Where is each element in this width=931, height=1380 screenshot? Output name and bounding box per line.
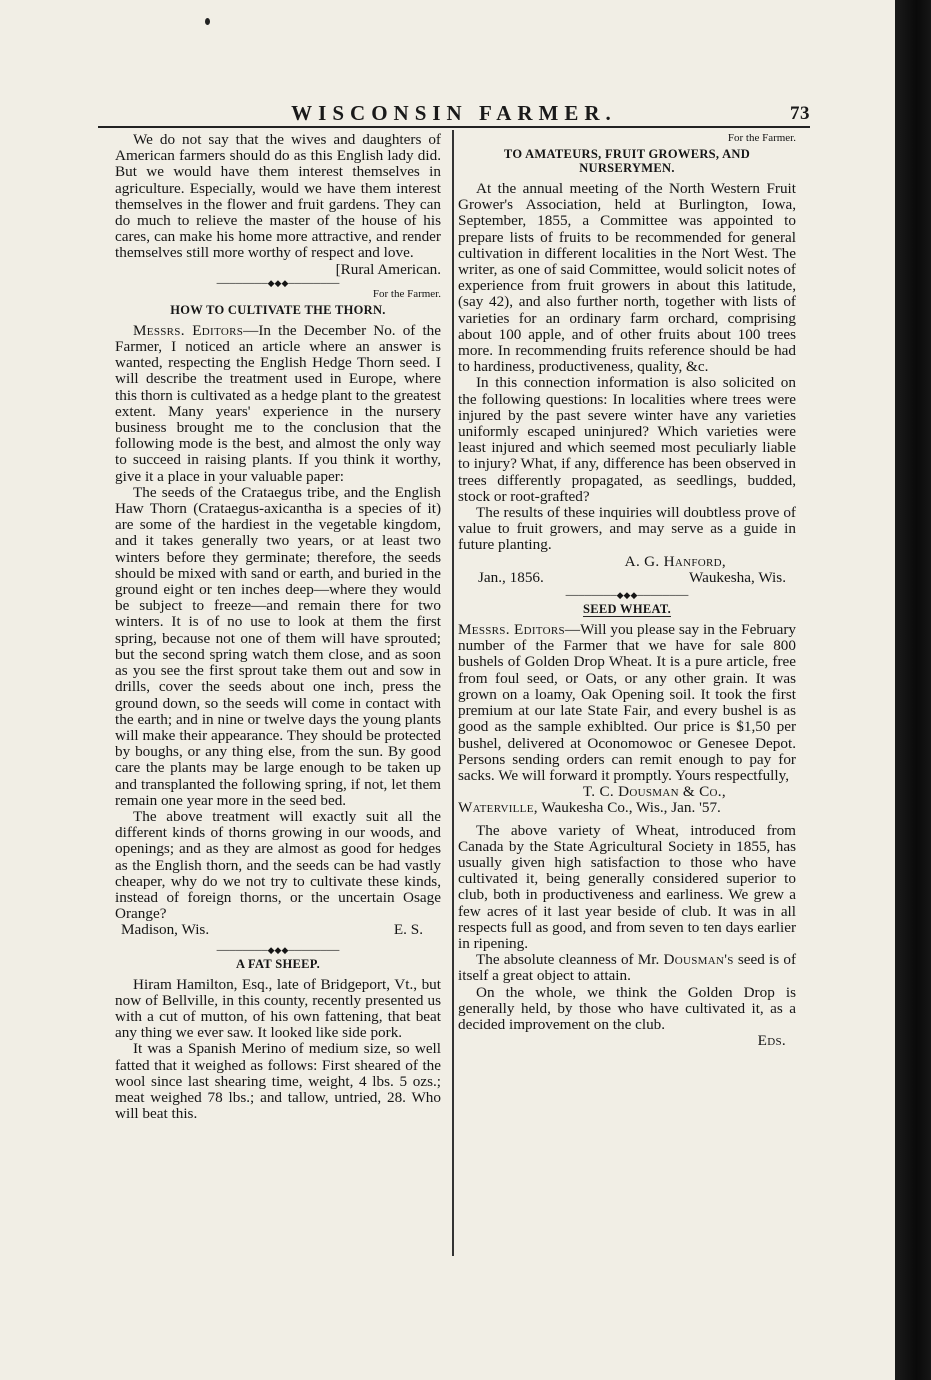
ink-speck (205, 18, 210, 25)
article-paragraph: The above treatment will exactly suit all the different kinds of thorns growing in our woods, and openings; and as they are almost as good for hedges as the English thorn, and the seeds can be had vastly cheaper, why do we not try to cultivate these kinds, instead of foreign thorns, or the uncertain Osage Orange? (115, 807, 441, 923)
sign-off: Eds. (757, 1032, 786, 1050)
separator: ──────── ◆◆◆ ──────── (458, 590, 796, 600)
article-title-text: SEED WHEAT. (582, 602, 672, 617)
intro-source: [Rural American. (335, 260, 441, 278)
place: Waukesha, Wis. (688, 568, 786, 586)
signature: A. G. Hanford, (624, 552, 726, 570)
article-paragraph: The seeds of the Crataegus tribe, and the English Haw Thorn (Crataegus-axicantha is a species of it) are some of the hardiest in the vegetable kingdom, and it takes generally two years, or at least two winters before they germinate; therefore, the seeds should be mixed with sand or earth, and buried in the ground eight or ten inches deep—where they would be subject to freeze—and remain there for two winters. It is of no use to look at them the first spring, because not one of them will have sprouted; but the second spring watch them close, and as soon as you see the first sprout take them out and sow in drills, cover the seeds about one inch, press the ground down, so the seeds will come in contact with the earth; and in nine or twelve days the young plants will make their appearance. They should be protected by boughs, or any thing else, from the sun. By good care the plants may be large enough to be taken up and transplanted the following spring, if not, let them remain one year more in the seed bed. (115, 483, 441, 809)
person-name: Dousman's (663, 951, 734, 969)
article-paragraph: On the whole, we think the Golden Drop is generally held, by those who have cultivated it, as a decided improvement on the club. (458, 983, 796, 1033)
header-rule (98, 126, 810, 128)
article-paragraph: It was a Spanish Merino of medium size, so well fatted that it weighed as follows: First sheared of the wool since last shearing time, weight, 4 lbs. 5 ozs.; meat weighed 78 lbs.; and tallow, untried, 28. Who will beat this. (115, 1040, 441, 1123)
column-rule (452, 130, 454, 1256)
signature: T. C. Dousman & Co., (582, 783, 726, 801)
journal-title: WISCONSIN FARMER. (291, 101, 617, 125)
separator: ──────── ◆◆◆ ──────── (115, 278, 441, 288)
article-paragraph: Hiram Hamilton, Esq., late of Bridgeport, Vt., but now of Bellville, in this county, recently presented us with a cut of mutton, of his own fattening, that beat any thing we ever saw. It looked like side pork. (115, 975, 441, 1042)
article-title: HOW TO CULTIVATE THE THORN. (170, 302, 386, 317)
article-paragraph: The above variety of Wheat, introduced from Canada by the State Agricultural Society in 1855, has usually given high satisfaction to those who have cultivated it, being generally considered superior to club, both in productiveness and earliness. We grew a few acres of it last year beside of club. It was in all respects full as good, and from seven to ten days earlier in ripening. (458, 821, 796, 952)
article-paragraph (458, 622, 796, 784)
separator: ──────── ◆◆◆ ──────── (115, 945, 441, 955)
right-column (458, 132, 796, 1049)
paragraph-text: —Will you please say in the February number of the Farmer that we have for sale 800 bushels of Golden Drop Wheat. It is a pure article, free from foul seed, or Oats, or any other grain. It was grown on a loamy, Oak Opening soil. It took the first premium at our late State Fair, and every bushel is as good as the sample exhiblted. Our price is $1,50 per bushel, delivered at Oconomowoc or Genesee Depot. Persons sending orders can remit enough to pay for sacks. We will forward it promptly. Yours respectfully, (458, 621, 796, 784)
salutation: Messrs. Editors (133, 321, 244, 339)
initials: E. S. (393, 921, 423, 939)
book-spine (895, 0, 931, 1380)
paragraph-text: —In the December No. of the Farmer, I noticed an article where an answer is wanted, respecting the English Hedge Thorn seed. I will describe the treatment used in Europe, where this thorn is cultivated as a hedge plant to the greatest extent. Many years' experience in the nursery business brought me to the conclusion that the following mode is the best, and almost the only way to succeed in raising plants. If you think it worthy, give it a place in your valuable paper: (115, 321, 441, 485)
date: Jan., 1856. (478, 568, 544, 586)
paragraph-text: The absolute cleanness of Mr. (476, 951, 660, 969)
article-title: A FAT SHEEP. (235, 956, 321, 971)
article-paragraph: At the annual meeting of the North Western Fruit Grower's Association, held at Burlington, Iowa, September, 1855, a Committee was appointed to prepare lists of fruits to be recommended for general cultivation in different localities in the Nort West. The writer, as one of said Committee, would solicit notes of experience from fruit growers in about this latitude, (say 42), and also further north, together with lists of varieties for an ordinary farm orchard, comprising about 100 apple, and of other fruits about 100 trees more. In recommending fruits reference should be had to hardiness, productiveness, quality, &c. (458, 180, 796, 376)
dateline (458, 800, 796, 816)
article-credit: For the Farmer. (727, 132, 796, 144)
article-paragraph: The results of these inquiries will doubtless prove of value to fruit growers, and may serve as a guide in future planting. (458, 504, 796, 554)
running-header (98, 101, 810, 125)
salutation: Messrs. Editors (458, 621, 565, 639)
left-column (115, 132, 441, 1122)
place: Madison, Wis. (121, 921, 210, 939)
page-number: 73 (790, 103, 810, 124)
article-paragraph (115, 323, 441, 485)
dateline-place: Waterville, (458, 799, 538, 817)
article-title: TO AMATEURS, FRUIT GROWERS, AND NURSERYMEN. (503, 147, 751, 175)
article-credit: For the Farmer. (372, 287, 441, 300)
paragraph-text: seed is of itself a great object to attain. (458, 951, 797, 985)
signature-line (458, 570, 796, 586)
signature-line (115, 922, 441, 938)
dateline-rest: Waukesha Co., Wis., Jan. '57. (541, 799, 721, 817)
article-title (458, 602, 796, 616)
article-paragraph (458, 952, 796, 984)
article-paragraph: In this connection information is also solicited on the following questions: In localities where trees were injured by the past severe winter have any varieties uniformly escaped uninjured? Which varieties were least injured and which seemed most peculiarly liable to injury? What, if any, difference has been observed in trees differently propagated, as seedlings, budded, stock or root-grafted? (458, 374, 796, 505)
intro-paragraph: We do not say that the wives and daughters of American farmers should do as this English lady did. But we would have them interest themselves in agriculture. Especially, would we have them interest themselves in the flower and fruit gardens. They can do much to relieve the master of the house of his cares, can make his home more attractive, and render themselves still more worthy of respect and love. (115, 131, 441, 262)
